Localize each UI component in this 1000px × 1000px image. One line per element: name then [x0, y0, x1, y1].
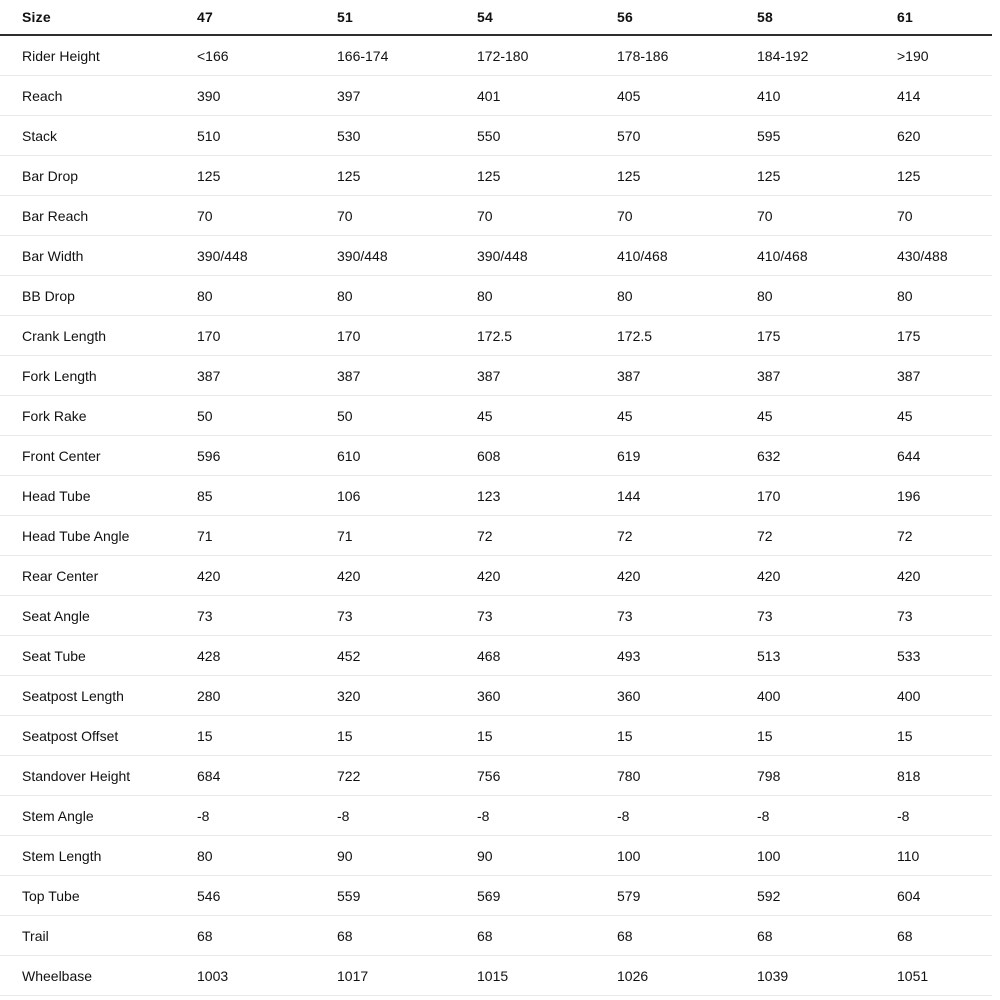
cell: 106	[315, 476, 455, 516]
cell: <166	[175, 35, 315, 76]
cell: 178-186	[595, 35, 735, 76]
cell: 50	[175, 396, 315, 436]
cell: 420	[175, 556, 315, 596]
cell: 85	[175, 476, 315, 516]
table-row	[0, 316, 992, 356]
cell: -8	[595, 796, 735, 836]
table-row	[0, 476, 992, 516]
cell: 387	[735, 356, 875, 396]
cell: 569	[455, 876, 595, 916]
table-row	[0, 356, 992, 396]
cell: 546	[175, 876, 315, 916]
cell: 80	[735, 276, 875, 316]
cell: -8	[175, 796, 315, 836]
cell: 570	[595, 116, 735, 156]
row-label: Stem Length	[0, 836, 175, 876]
cell: 604	[875, 876, 992, 916]
row-label: Bar Reach	[0, 196, 175, 236]
table-row	[0, 756, 992, 796]
cell: 400	[735, 676, 875, 716]
header-cell-size-54: 54	[455, 0, 595, 35]
table-row	[0, 796, 992, 836]
row-label: Bar Width	[0, 236, 175, 276]
header-cell-size-51: 51	[315, 0, 455, 35]
table-row	[0, 116, 992, 156]
cell: 1015	[455, 956, 595, 996]
cell: 68	[175, 916, 315, 956]
table-row	[0, 876, 992, 916]
row-label: Seat Tube	[0, 636, 175, 676]
cell: 579	[595, 876, 735, 916]
cell: 68	[315, 916, 455, 956]
row-label: Rear Center	[0, 556, 175, 596]
row-label: Head Tube	[0, 476, 175, 516]
cell: 1051	[875, 956, 992, 996]
cell: 15	[175, 716, 315, 756]
table-row	[0, 716, 992, 756]
row-label: Top Tube	[0, 876, 175, 916]
row-label: Seatpost Length	[0, 676, 175, 716]
row-label: Front Center	[0, 436, 175, 476]
cell: 100	[595, 836, 735, 876]
cell: 420	[595, 556, 735, 596]
cell: 45	[455, 396, 595, 436]
cell: 387	[595, 356, 735, 396]
table-row	[0, 436, 992, 476]
cell: 125	[315, 156, 455, 196]
cell: 387	[875, 356, 992, 396]
cell: 110	[875, 836, 992, 876]
row-label: Stem Angle	[0, 796, 175, 836]
cell: 175	[735, 316, 875, 356]
cell: 420	[735, 556, 875, 596]
cell: 15	[875, 716, 992, 756]
table-row	[0, 196, 992, 236]
cell: >190	[875, 35, 992, 76]
cell: 620	[875, 116, 992, 156]
cell: 390/448	[315, 236, 455, 276]
cell: 596	[175, 436, 315, 476]
table-row	[0, 396, 992, 436]
cell: 125	[455, 156, 595, 196]
cell: 493	[595, 636, 735, 676]
cell: 196	[875, 476, 992, 516]
cell: 170	[175, 316, 315, 356]
cell: 70	[875, 196, 992, 236]
cell: 71	[315, 516, 455, 556]
cell: 72	[735, 516, 875, 556]
cell: 70	[735, 196, 875, 236]
cell: 414	[875, 76, 992, 116]
cell: 68	[595, 916, 735, 956]
cell: 533	[875, 636, 992, 676]
cell: 125	[735, 156, 875, 196]
cell: 592	[735, 876, 875, 916]
cell: 410/468	[735, 236, 875, 276]
cell: 405	[595, 76, 735, 116]
row-label: Reach	[0, 76, 175, 116]
cell: 80	[175, 836, 315, 876]
table-row	[0, 916, 992, 956]
cell: 610	[315, 436, 455, 476]
cell: 1026	[595, 956, 735, 996]
cell: 15	[735, 716, 875, 756]
cell: 172.5	[595, 316, 735, 356]
cell: 15	[315, 716, 455, 756]
cell: 73	[175, 596, 315, 636]
row-label: Standover Height	[0, 756, 175, 796]
cell: 72	[595, 516, 735, 556]
cell: 756	[455, 756, 595, 796]
cell: 71	[175, 516, 315, 556]
cell: 420	[315, 556, 455, 596]
cell: 72	[455, 516, 595, 556]
cell: 360	[455, 676, 595, 716]
cell: 72	[875, 516, 992, 556]
cell: 90	[315, 836, 455, 876]
header-cell-size-58: 58	[735, 0, 875, 35]
cell: -8	[455, 796, 595, 836]
row-label: Trail	[0, 916, 175, 956]
cell: 619	[595, 436, 735, 476]
cell: 513	[735, 636, 875, 676]
cell: 559	[315, 876, 455, 916]
cell: 80	[455, 276, 595, 316]
cell: 1003	[175, 956, 315, 996]
cell: 360	[595, 676, 735, 716]
cell: 125	[875, 156, 992, 196]
cell: 100	[735, 836, 875, 876]
cell: 70	[175, 196, 315, 236]
cell: 420	[455, 556, 595, 596]
table-row	[0, 35, 992, 76]
cell: 172.5	[455, 316, 595, 356]
row-label: Seat Angle	[0, 596, 175, 636]
cell: 73	[455, 596, 595, 636]
table-row	[0, 276, 992, 316]
cell: 1039	[735, 956, 875, 996]
cell: 410	[735, 76, 875, 116]
header-cell-size-61: 61	[875, 0, 992, 35]
cell: 172-180	[455, 35, 595, 76]
cell: 632	[735, 436, 875, 476]
cell: 70	[315, 196, 455, 236]
row-label: Stack	[0, 116, 175, 156]
cell: 68	[735, 916, 875, 956]
cell: 510	[175, 116, 315, 156]
cell: 15	[455, 716, 595, 756]
cell: 387	[315, 356, 455, 396]
table-row	[0, 956, 992, 996]
table-row	[0, 156, 992, 196]
cell: 397	[315, 76, 455, 116]
cell: 644	[875, 436, 992, 476]
header-cell-size-47: 47	[175, 0, 315, 35]
cell: 280	[175, 676, 315, 716]
cell: 798	[735, 756, 875, 796]
cell: 73	[595, 596, 735, 636]
row-label: Rider Height	[0, 35, 175, 76]
cell: 73	[315, 596, 455, 636]
cell: 550	[455, 116, 595, 156]
cell: 780	[595, 756, 735, 796]
cell: 400	[875, 676, 992, 716]
cell: 410/468	[595, 236, 735, 276]
cell: 684	[175, 756, 315, 796]
cell: 390	[175, 76, 315, 116]
cell: 68	[455, 916, 595, 956]
cell: 722	[315, 756, 455, 796]
cell: 123	[455, 476, 595, 516]
cell: 595	[735, 116, 875, 156]
row-label: Fork Rake	[0, 396, 175, 436]
cell: 170	[735, 476, 875, 516]
table-row	[0, 596, 992, 636]
row-label: Crank Length	[0, 316, 175, 356]
cell: 144	[595, 476, 735, 516]
cell: 80	[175, 276, 315, 316]
table-row	[0, 836, 992, 876]
header-row	[0, 0, 992, 35]
cell: 530	[315, 116, 455, 156]
cell: 50	[315, 396, 455, 436]
cell: 1017	[315, 956, 455, 996]
cell: 170	[315, 316, 455, 356]
table-row	[0, 236, 992, 276]
row-label: BB Drop	[0, 276, 175, 316]
table-row	[0, 76, 992, 116]
cell: 125	[595, 156, 735, 196]
cell: 452	[315, 636, 455, 676]
row-label: Fork Length	[0, 356, 175, 396]
table-row	[0, 676, 992, 716]
row-label: Bar Drop	[0, 156, 175, 196]
header-cell-size-label: Size	[0, 0, 175, 35]
cell: 608	[455, 436, 595, 476]
cell: 390/448	[175, 236, 315, 276]
cell: 68	[875, 916, 992, 956]
row-label: Wheelbase	[0, 956, 175, 996]
cell: 166-174	[315, 35, 455, 76]
cell: 175	[875, 316, 992, 356]
table-row	[0, 636, 992, 676]
cell: -8	[315, 796, 455, 836]
table-row	[0, 556, 992, 596]
cell: 468	[455, 636, 595, 676]
cell: 70	[455, 196, 595, 236]
cell: 45	[595, 396, 735, 436]
header-cell-size-56: 56	[595, 0, 735, 35]
cell: 45	[875, 396, 992, 436]
row-label: Seatpost Offset	[0, 716, 175, 756]
cell: 320	[315, 676, 455, 716]
cell: 45	[735, 396, 875, 436]
cell: 90	[455, 836, 595, 876]
cell: -8	[735, 796, 875, 836]
cell: 401	[455, 76, 595, 116]
cell: 80	[315, 276, 455, 316]
cell: 80	[595, 276, 735, 316]
cell: 73	[875, 596, 992, 636]
cell: 70	[595, 196, 735, 236]
cell: 818	[875, 756, 992, 796]
cell: 420	[875, 556, 992, 596]
cell: 73	[735, 596, 875, 636]
cell: 387	[175, 356, 315, 396]
cell: 80	[875, 276, 992, 316]
cell: 387	[455, 356, 595, 396]
cell: 15	[595, 716, 735, 756]
table-row	[0, 516, 992, 556]
cell: 184-192	[735, 35, 875, 76]
cell: 125	[175, 156, 315, 196]
row-label: Head Tube Angle	[0, 516, 175, 556]
cell: 428	[175, 636, 315, 676]
cell: 430/488	[875, 236, 992, 276]
cell: -8	[875, 796, 992, 836]
cell: 390/448	[455, 236, 595, 276]
